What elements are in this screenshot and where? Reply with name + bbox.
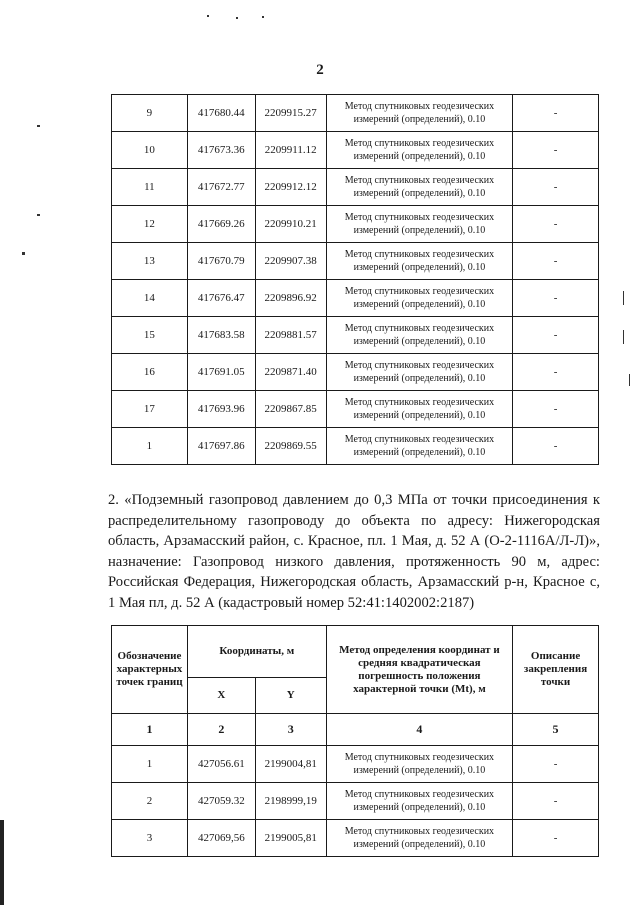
table-row <box>112 132 599 169</box>
x-coordinate-cell: 417676.47 <box>187 280 255 317</box>
description-cell: - <box>513 746 599 783</box>
method-cell: Метод спутниковых геодезических измерений (определений), 0.10 <box>326 243 513 280</box>
method-cell: Метод спутниковых геодезических измерений (определений), 0.10 <box>326 280 513 317</box>
table-row <box>112 169 599 206</box>
point-cell: 9 <box>112 95 188 132</box>
header-description: Описание закрепления точки <box>513 626 599 714</box>
table-row <box>112 95 599 132</box>
method-cell: Метод спутниковых геодезических измерений (определений), 0.10 <box>326 317 513 354</box>
object-description-paragraph: 2. «Подземный газопровод давлением до 0,3 МПа от точки присоединения к распределительному газопроводу до объекта по адресу: Нижегородская область, Арзамасский район, с. Красное, пл. 1 Мая, д. 52 А (О-2-1116А/Л-Л)», назначение: Газопровод низкого давления, протяженность 90 м, адрес: Российская Федерация, Нижегородская область, Арзамасский р-н, Красное с, 1 Мая пл, д. 52 А (кадастровый номер 52:41:1402002:2187) <box>108 492 600 611</box>
column-number: 3 <box>255 714 326 746</box>
scan-speck <box>236 17 238 19</box>
point-cell: 2 <box>112 783 188 820</box>
x-coordinate-cell: 417669.26 <box>187 206 255 243</box>
description-cell: - <box>513 391 599 428</box>
scan-speck <box>37 125 40 127</box>
x-coordinate-cell: 417693.96 <box>187 391 255 428</box>
point-cell: 15 <box>112 317 188 354</box>
method-cell: Метод спутниковых геодезических измерений (определений), 0.10 <box>326 206 513 243</box>
point-cell: 1 <box>112 746 188 783</box>
column-number: 1 <box>112 714 188 746</box>
scan-speck <box>22 252 25 255</box>
method-cell: Метод спутниковых геодезических измерений (определений), 0.10 <box>326 783 512 820</box>
table-row <box>112 428 599 465</box>
method-cell: Метод спутниковых геодезических измерений (определений), 0.10 <box>326 820 512 857</box>
scan-speck <box>629 374 630 386</box>
y-coordinate-cell: 2199005,81 <box>255 820 326 857</box>
x-coordinate-cell: 417680.44 <box>187 95 255 132</box>
description-cell: - <box>513 280 599 317</box>
scan-speck <box>623 330 624 344</box>
description-cell: - <box>513 95 599 132</box>
y-coordinate-cell: 2209867.85 <box>255 391 326 428</box>
description-cell: - <box>513 428 599 465</box>
x-coordinate-cell: 427059.32 <box>187 783 255 820</box>
coordinates-table-2 <box>111 625 599 857</box>
x-coordinate-cell: 417691.05 <box>187 354 255 391</box>
description-cell: - <box>513 169 599 206</box>
y-coordinate-cell: 2209881.57 <box>255 317 326 354</box>
point-cell: 3 <box>112 820 188 857</box>
y-coordinate-cell: 2209907.38 <box>255 243 326 280</box>
description-cell: - <box>513 317 599 354</box>
y-coordinate-cell: 2209912.12 <box>255 169 326 206</box>
table-row <box>112 206 599 243</box>
point-cell: 14 <box>112 280 188 317</box>
x-coordinate-cell: 417697.86 <box>187 428 255 465</box>
point-cell: 16 <box>112 354 188 391</box>
x-coordinate-cell: 417673.36 <box>187 132 255 169</box>
x-coordinate-cell: 417670.79 <box>187 243 255 280</box>
point-cell: 12 <box>112 206 188 243</box>
x-coordinate-cell: 427069,56 <box>187 820 255 857</box>
y-coordinate-cell: 2209871.40 <box>255 354 326 391</box>
y-coordinate-cell: 2199004,81 <box>255 746 326 783</box>
y-coordinate-cell: 2209910.21 <box>255 206 326 243</box>
method-cell: Метод спутниковых геодезических измерений (определений), 0.10 <box>326 354 513 391</box>
column-number: 5 <box>513 714 599 746</box>
table-row <box>112 746 599 783</box>
header-point: Обозначение характерных точек границ <box>112 626 188 714</box>
y-coordinate-cell: 2198999,19 <box>255 783 326 820</box>
scan-speck <box>207 15 209 17</box>
description-cell: - <box>513 243 599 280</box>
method-cell: Метод спутниковых геодезических измерений (определений), 0.10 <box>326 132 513 169</box>
scan-speck <box>262 16 264 18</box>
header-method: Метод определения координат и средняя квадратическая погрешность положения характерной точки (Mt), м <box>326 626 512 714</box>
table-row <box>112 243 599 280</box>
point-cell: 10 <box>112 132 188 169</box>
table-row <box>112 280 599 317</box>
method-cell: Метод спутниковых геодезических измерений (определений), 0.10 <box>326 169 513 206</box>
table-row <box>112 391 599 428</box>
scan-speck <box>623 291 624 305</box>
description-cell: - <box>513 783 599 820</box>
x-coordinate-cell: 417672.77 <box>187 169 255 206</box>
scan-edge <box>0 820 4 905</box>
table-row <box>112 317 599 354</box>
scan-speck <box>37 214 40 216</box>
description-cell: - <box>513 132 599 169</box>
point-cell: 13 <box>112 243 188 280</box>
coordinates-table-1 <box>111 94 599 465</box>
column-number: 2 <box>187 714 255 746</box>
method-cell: Метод спутниковых геодезических измерений (определений), 0.10 <box>326 746 512 783</box>
table-row <box>112 820 599 857</box>
method-cell: Метод спутниковых геодезических измерений (определений), 0.10 <box>326 391 513 428</box>
table-row <box>112 783 599 820</box>
x-coordinate-cell: 427056.61 <box>187 746 255 783</box>
point-cell: 1 <box>112 428 188 465</box>
y-coordinate-cell: 2209896.92 <box>255 280 326 317</box>
point-cell: 11 <box>112 169 188 206</box>
y-coordinate-cell: 2209869.55 <box>255 428 326 465</box>
description-cell: - <box>513 354 599 391</box>
y-coordinate-cell: 2209915.27 <box>255 95 326 132</box>
method-cell: Метод спутниковых геодезических измерений (определений), 0.10 <box>326 95 513 132</box>
method-cell: Метод спутниковых геодезических измерений (определений), 0.10 <box>326 428 513 465</box>
y-coordinate-cell: 2209911.12 <box>255 132 326 169</box>
point-cell: 17 <box>112 391 188 428</box>
header-x: X <box>187 678 255 714</box>
description-cell: - <box>513 820 599 857</box>
x-coordinate-cell: 417683.58 <box>187 317 255 354</box>
header-y: Y <box>255 678 326 714</box>
description-cell: - <box>513 206 599 243</box>
column-number: 4 <box>326 714 512 746</box>
table-row <box>112 354 599 391</box>
header-coordinates: Координаты, м <box>187 626 326 678</box>
page-number: 2 <box>316 62 324 78</box>
